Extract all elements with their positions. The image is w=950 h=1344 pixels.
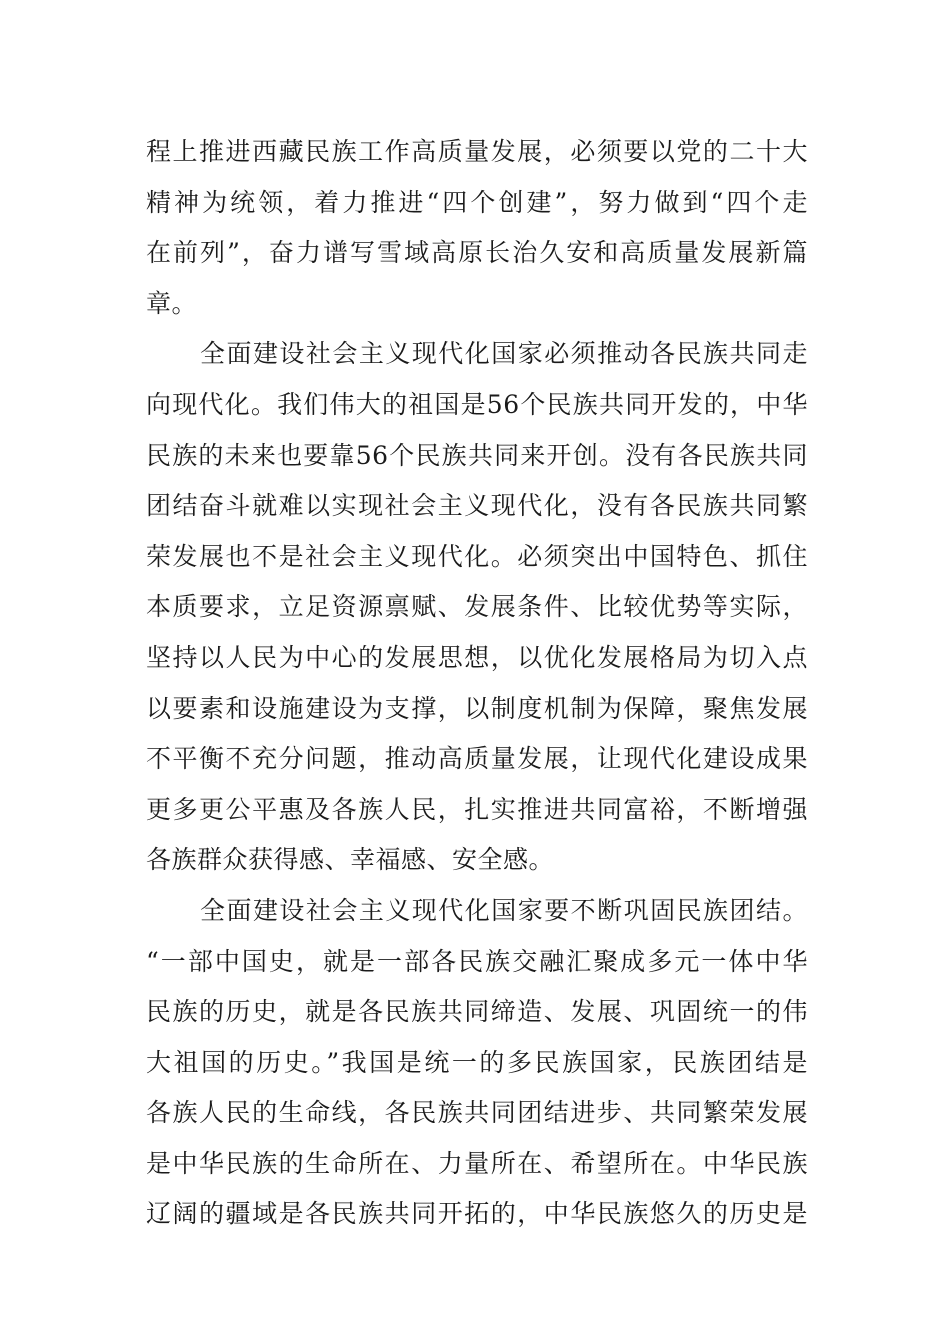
text-line: 在前列”，奋力谱写雪域高原长治久安和高质量发展新篇 [146,238,808,268]
text-line: 章。 [146,288,198,318]
text-line: 坚持以人民为中心的发展思想，以优化发展格局为切入点 [146,642,808,672]
text-line: 更多更公平惠及各族人民，扎实推进共同富裕，不断增强 [146,794,808,824]
text-line: 各族群众获得感、幸福感、安全感。 [146,845,555,875]
text-line: 荣发展也不是社会主义现代化。必须突出中国特色、抓住 [146,541,808,571]
text-line: “一部中国史，就是一部各民族交融汇聚成多元一体中华 [146,946,808,976]
text-line: 民族的历史，就是各民族共同缔造、发展、巩固统一的伟 [146,997,808,1027]
text-line: 不平衡不充分问题，推动高质量发展，让现代化建设成果 [146,744,808,774]
text-line: 向现代化。我们伟大的祖国是56个民族共同开发的，中华 [146,389,808,419]
text-line: 以要素和设施建设为支撑，以制度机制为保障，聚焦发展 [146,693,808,723]
text-line: 团结奋斗就难以实现社会主义现代化，没有各民族共同繁 [146,491,808,521]
text-line: 民族的未来也要靠56个民族共同来开创。没有各民族共同 [146,440,808,470]
body-text [146,127,808,1240]
text-line: 是中华民族的生命所在、力量所在、希望所在。中华民族 [146,1148,808,1178]
text-line: 各族人民的生命线，各民族共同团结进步、共同繁荣发展 [146,1098,808,1128]
text-line: 本质要求，立足资源禀赋、发展条件、比较优势等实际， [146,592,808,622]
paragraph-start-line: 全面建设社会主义现代化国家要不断巩固民族团结。 [200,895,808,925]
paragraph-start-line: 全面建设社会主义现代化国家必须推动各民族共同走 [200,339,808,369]
text-line: 大祖国的历史。”我国是统一的多民族国家，民族团结是 [146,1047,808,1077]
text-line: 辽阔的疆域是各民族共同开拓的，中华民族悠久的历史是 [146,1199,808,1229]
text-line: 程上推进西藏民族工作高质量发展，必须要以党的二十大 [146,137,808,166]
text-line: 精神为统领，着力推进“四个创建”，努力做到“四个走 [146,187,808,217]
